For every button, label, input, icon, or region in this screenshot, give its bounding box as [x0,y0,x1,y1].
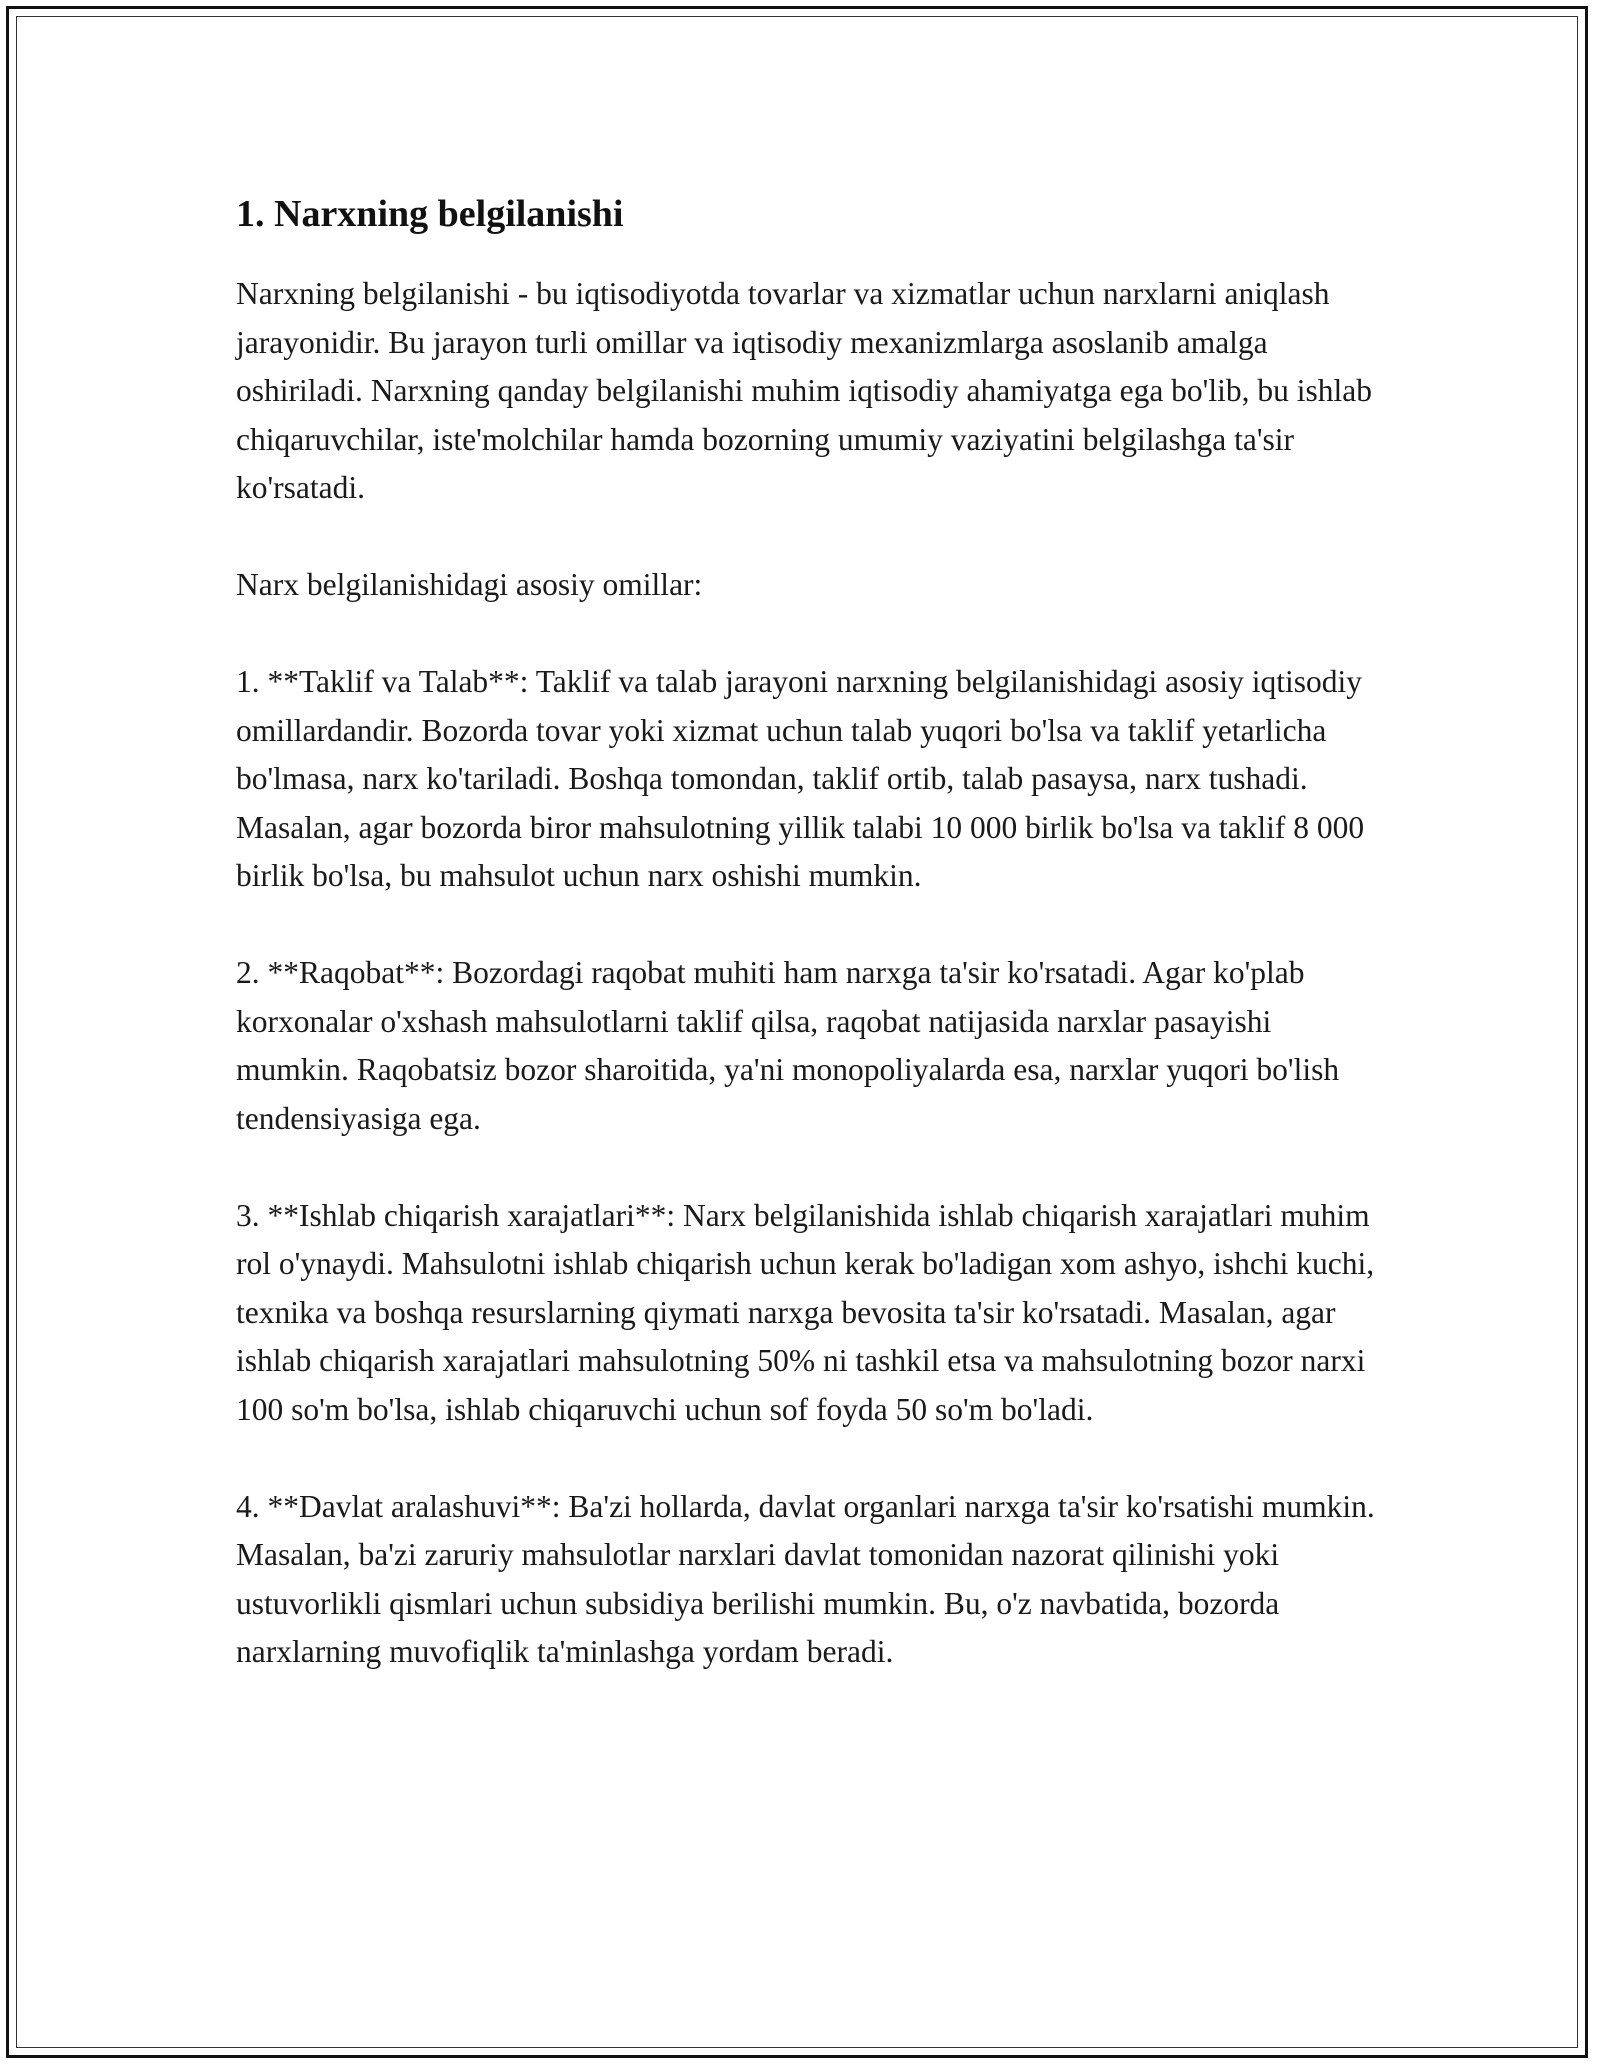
factor-item-government: 4. **Davlat aralashuvi**: Ba'zi hollarda, davlat organlari narxga ta'sir ko'rsatishi mumkin. Masalan, ba'zi zaruriy mahsulotlar narxlari davlat tomonidan nazorat qilinishi yoki ustuvorlikli qismlari uchun subsidiya berilishi mumkin. Bu, o'z navbatida, bozorda narxlarning muvofiqlik ta'minlashga yordam beradi. [236,1488,1375,1669]
factor-item-production-costs: 3. **Ishlab chiqarish xarajatlari**: Narx belgilanishida ishlab chiqarish xarajatlari muhim rol o'ynaydi. Mahsulotni ishlab chiqarish uchun kerak bo'ladigan xom ashyo, ishchi kuchi, texnika va boshqa resurslarning qiymati narxga bevosita ta'sir ko'rsatadi. Masalan, agar ishlab chiqarish xarajatlari mahsulotning 50% ni tashkil etsa va mahsulotning bozor narxi 100 so'm bo'lsa, ishlab chiqaruvchi uchun sof foyda 50 so'm bo'ladi. [236,1197,1375,1427]
section-title: 1. Narxning belgilanishi [236,193,624,235]
factor-item-supply-demand: 1. **Taklif va Talab**: Taklif va talab jarayoni narxning belgilanishidagi asosiy iqtisodiy omillardandir. Bozorda tovar yoki xizmat uchun talab yuqori bo'lsa va taklif yetarlicha bo'lmasa, narx ko'tariladi. Boshqa tomondan, taklif ortib, talab pasaysa, narx tushadi. Masalan, agar bozorda biror mahsulotning yillik talabi 10 000 birlik bo'lsa va taklif 8 000 birlik bo'lsa, bu mahsulot uchun narx oshishi mumkin. [236,664,1365,893]
document-body [236,186,1386,1725]
intro-paragraph: Narxning belgilanishi - bu iqtisodiyotda tovarlar va xizmatlar uchun narxlarni aniqlash jarayonidir. Bu jarayon turli omillar va iqtisodiy mexanizmlarga asoslanib amalga oshiriladi. Narxning qanday belgilanishi muhim iqtisodiy ahamiyatga ega bo'lib, bu ishlab chiqaruvchilar, iste'molchilar hamda bozorning umumiy vaziyatini belgilashga ta'sir ko'rsatadi. [236,276,1372,505]
factor-item-competition: 2. **Raqobat**: Bozordagi raqobat muhiti ham narxga ta'sir ko'rsatadi. Agar ko'plab korxonalar o'xshash mahsulotlarni taklif qilsa, raqobat natijasida narxlar pasayishi mumkin. Raqobatsiz bozor sharoitida, ya'ni monopoliyalarda esa, narxlar yuqori bo'lish tendensiyasiga ega. [236,955,1340,1136]
factors-heading: Narx belgilanishidagi asosiy omillar: [236,567,703,602]
